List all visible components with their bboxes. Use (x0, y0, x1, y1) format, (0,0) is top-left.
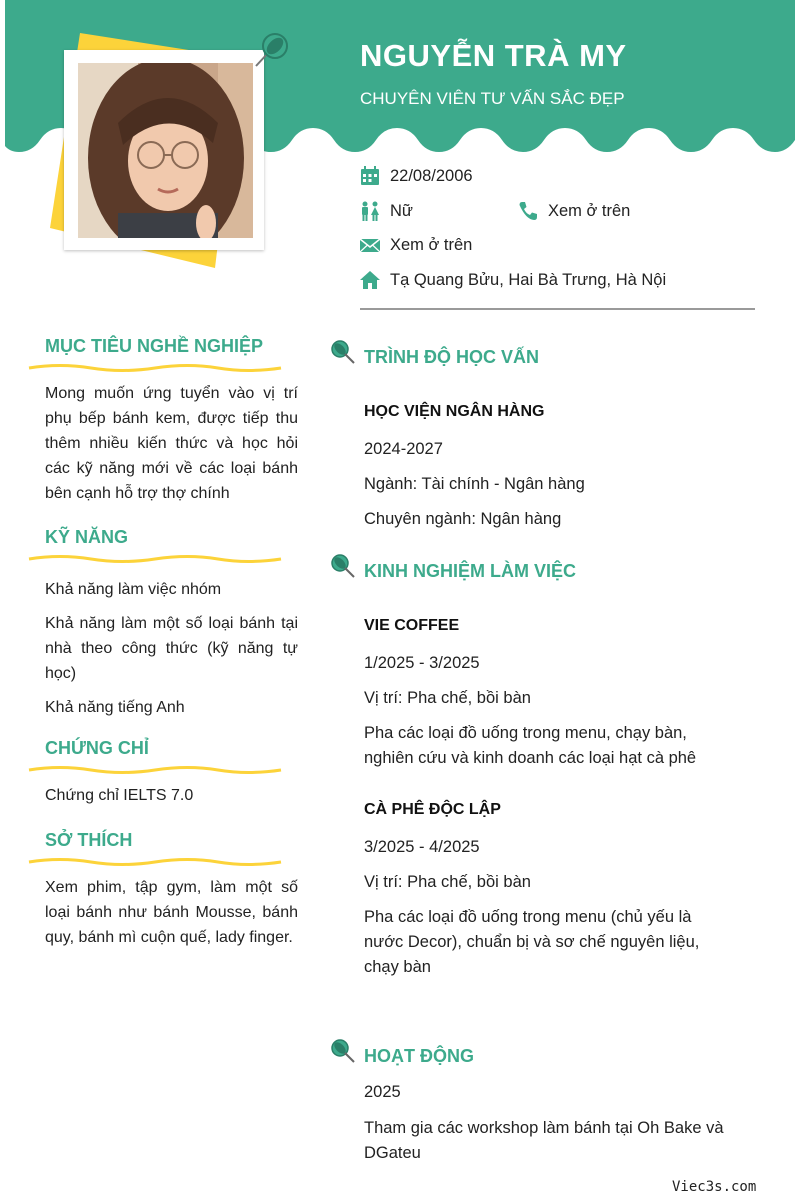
job-position: Vị trí: Pha chế, bồi bàn (364, 873, 531, 891)
email-row (360, 233, 472, 257)
address-row (360, 268, 666, 292)
job-period: 3/2025 - 4/2025 (364, 838, 480, 856)
watermark: Viec3s.com (672, 1179, 757, 1195)
job-period: 1/2025 - 3/2025 (364, 654, 480, 672)
section-underline (28, 764, 282, 776)
hobbies-title: SỞ THÍCH (45, 830, 133, 850)
job-company: CÀ PHÊ ĐỘC LẬP (364, 801, 501, 818)
birthday-row (360, 164, 473, 188)
school-name: HỌC VIỆN NGÂN HÀNG (364, 403, 545, 420)
email-value: Xem ở trên (390, 235, 473, 254)
section-underline (28, 856, 282, 868)
certificate-item: Chứng chỉ IELTS 7.0 (45, 787, 194, 804)
section-underline (28, 553, 282, 565)
phone-value: Xem ở trên (548, 201, 631, 220)
contact-divider (360, 308, 755, 310)
portrait-photo (78, 63, 253, 238)
education-period: 2024-2027 (364, 440, 443, 458)
skills-title: KỸ NĂNG (45, 527, 129, 547)
job-title: CHUYÊN VIÊN TƯ VẤN SẮC ĐẸP (360, 89, 625, 108)
activity-year: 2025 (364, 1083, 401, 1101)
birthday-value: 22/08/2006 (390, 166, 473, 185)
experience-title: KINH NGHIỆM LÀM VIỆC (364, 561, 577, 581)
gender-value: Nữ (390, 201, 413, 220)
phone-icon (518, 201, 538, 221)
job-company: VIE COFFEE (364, 617, 460, 634)
pushpin-icon (330, 553, 356, 579)
skill-item: Khả năng làm một số loại bánh tại nhà theo công thức (kỹ năng tự học) (45, 615, 298, 682)
job-description: Pha các loại đồ uống trong menu (chủ yếu là nước Decor), chuẩn bị và sơ chế nguyên liệu, chạy bàn (364, 908, 700, 976)
job-position: Vị trí: Pha chế, bồi bàn (364, 689, 531, 707)
education-specialization: Chuyên ngành: Ngân hàng (364, 510, 562, 528)
candidate-name: NGUYỄN TRÀ MY (360, 38, 627, 73)
email-icon (360, 235, 380, 255)
certificates-title: CHỨNG CHỈ (45, 738, 149, 758)
skill-item: Khả năng tiếng Anh (45, 699, 185, 716)
objective-text: Mong muốn ứng tuyển vào vị trí phụ bếp bánh kem, được tiếp thu thêm nhiều kiến thức và học hỏi các kỹ năng mới về các loại bánh bên cạnh hỗ trợ thợ chính (45, 385, 298, 502)
address-value: Tạ Quang Bửu, Hai Bà Trưng, Hà Nội (390, 270, 667, 289)
phone-row (518, 199, 630, 223)
education-major: Ngành: Tài chính - Ngân hàng (364, 475, 585, 493)
home-icon (360, 270, 380, 290)
job-description: Pha các loại đồ uống trong menu, chạy bàn, nghiên cứu và kinh doanh các loại hạt cà phê (364, 724, 697, 767)
objective-title: MỤC TIÊU NGHỀ NGHIỆP (45, 336, 264, 356)
pushpin-icon (248, 26, 294, 72)
pushpin-icon (330, 1038, 356, 1064)
skill-item: Khả năng làm việc nhóm (45, 581, 222, 598)
calendar-icon (360, 166, 380, 186)
pushpin-icon (330, 339, 356, 365)
gender-icon (360, 201, 380, 221)
education-title: TRÌNH ĐỘ HỌC VẤN (364, 347, 539, 367)
activity-description: Tham gia các workshop làm bánh tại Oh Bake và DGateu (364, 1119, 724, 1162)
section-underline (28, 362, 282, 374)
gender-row (360, 199, 413, 223)
activities-title: HOẠT ĐỘNG (364, 1046, 474, 1066)
hobbies-text: Xem phim, tập gym, làm một số loại bánh như bánh Mousse, bánh quy, bánh mì cuộn quế, lady finger. (45, 879, 298, 946)
